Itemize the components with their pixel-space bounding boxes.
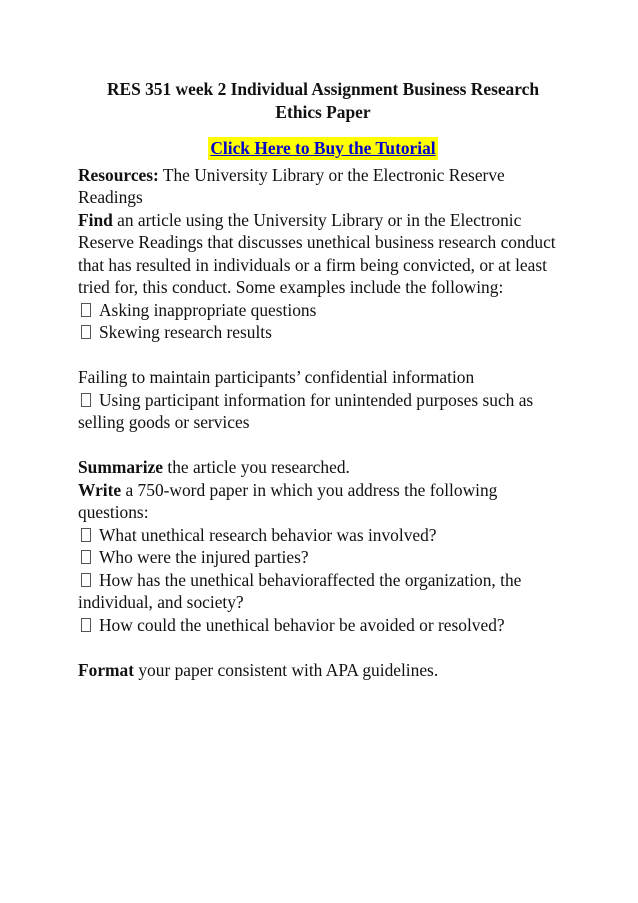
spacer bbox=[78, 636, 568, 659]
summarize-text: the article you researched. bbox=[163, 457, 350, 477]
summarize-label: Summarize bbox=[78, 457, 164, 477]
write-label: Write bbox=[78, 479, 122, 500]
bullet-box-icon bbox=[78, 299, 99, 322]
question-item-text: Who were the injured parties? bbox=[99, 547, 309, 567]
failing-paragraph: Failing to maintain participants’ confidential information bbox=[78, 367, 475, 387]
find-text: an article using the University Library or in the Electronic Reserve Readings that discusses unethical business research conduct that has resulted in individuals or a firm being convicted, or at least tried for, this conduct. Some examples include the following: bbox=[78, 209, 556, 297]
question-item-text: What unethical research behavior was involved? bbox=[99, 524, 437, 545]
write-text: a 750-word paper in which you address the following questions: bbox=[78, 479, 498, 522]
example-item-text: Skewing research results bbox=[99, 322, 272, 342]
buy-tutorial-link[interactable]: Click Here to Buy the Tutorial bbox=[210, 138, 436, 158]
resources-paragraph bbox=[78, 164, 568, 209]
document-body bbox=[78, 78, 568, 681]
list-item bbox=[78, 524, 568, 547]
summarize-paragraph bbox=[78, 456, 568, 479]
spacer bbox=[78, 434, 568, 457]
list-item bbox=[78, 614, 568, 637]
format-label: Format bbox=[78, 659, 135, 680]
example-item-text: Asking inappropriate questions bbox=[99, 299, 317, 320]
bullet-box-icon bbox=[78, 569, 99, 592]
bullet-box-icon bbox=[78, 546, 99, 569]
list-item bbox=[78, 546, 568, 569]
using-item-text: Using participant information for unintended purposes such as selling goods or services bbox=[78, 389, 534, 432]
format-paragraph bbox=[78, 659, 568, 682]
list-item bbox=[78, 321, 568, 344]
question-item-text: How has the unethical behavioraffected the organization, the individual, and society? bbox=[78, 569, 522, 612]
bullet-box-icon bbox=[78, 614, 99, 637]
list-item bbox=[78, 299, 568, 322]
question-item-text: How could the unethical behavior be avoided or resolved? bbox=[99, 614, 505, 635]
bullet-box-icon bbox=[78, 321, 99, 344]
resources-label: Resources: bbox=[78, 164, 159, 185]
find-paragraph bbox=[78, 209, 568, 299]
spacer bbox=[78, 344, 568, 367]
find-label: Find bbox=[78, 209, 113, 230]
resources-text: The University Library or the Electronic Reserve Readings bbox=[78, 164, 505, 207]
bullet-box-icon bbox=[78, 389, 99, 412]
format-text: your paper consistent with APA guidelines. bbox=[134, 659, 439, 680]
document-title: RES 351 week 2 Individual Assignment Business Research Ethics Paper bbox=[106, 79, 540, 122]
write-paragraph bbox=[78, 479, 568, 524]
list-item bbox=[78, 389, 568, 434]
list-item bbox=[78, 569, 568, 614]
bullet-box-icon bbox=[78, 524, 99, 547]
tutorial-link-row bbox=[78, 137, 568, 160]
